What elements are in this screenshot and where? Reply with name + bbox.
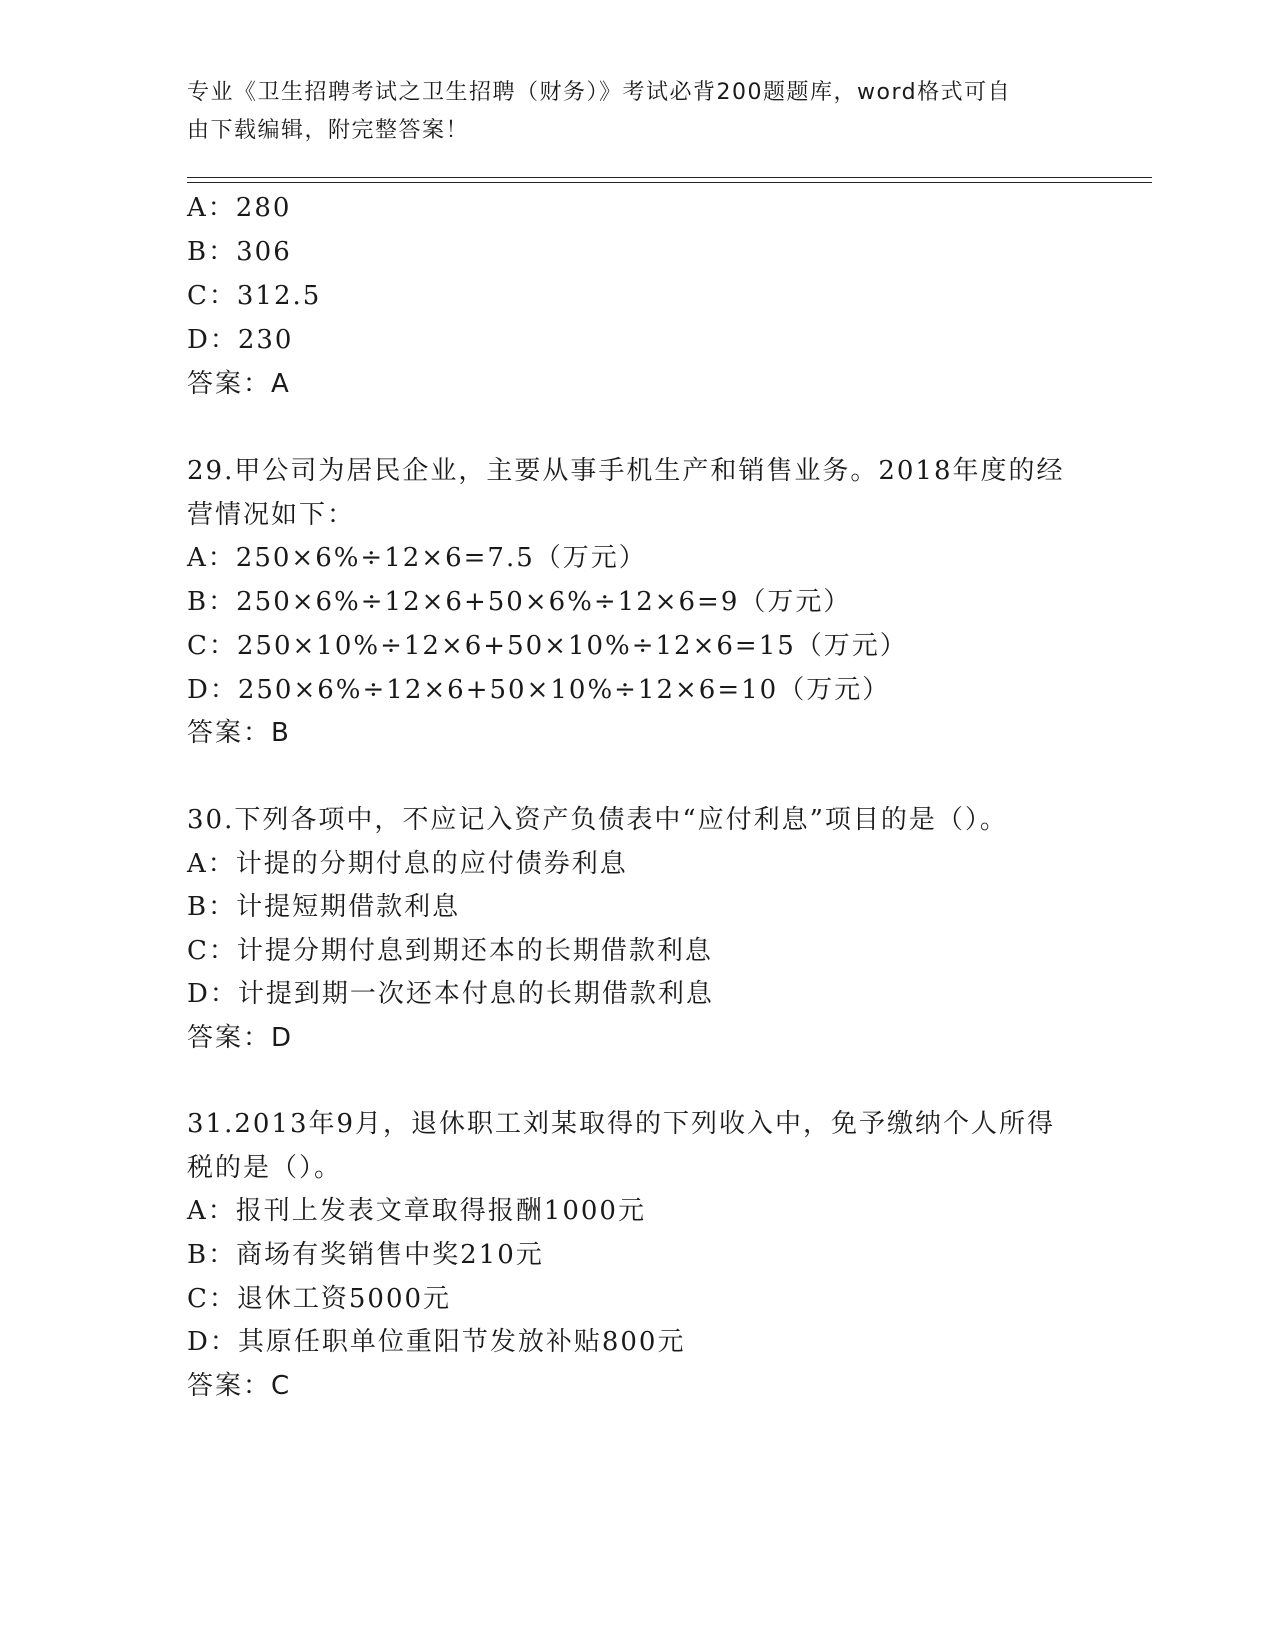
q30-answer: 答案：D [187, 1023, 294, 1053]
q31-option-d: D：其原任职单位重阳节发放补贴800元 [187, 1327, 686, 1357]
q28-option-c: C：312.5 [187, 281, 322, 311]
q29-option-d: D：250×6%÷12×6+50×10%÷12×6=10（万元） [187, 675, 891, 705]
q31-option-a: A：报刊上发表文章取得报酬1000元 [187, 1196, 646, 1226]
q29-option-c: C：250×10%÷12×6+50×10%÷12×6=15（万元） [187, 631, 908, 661]
q31-answer: 答案：C [187, 1371, 292, 1401]
q28-option-b: B：306 [187, 237, 292, 267]
q28-option-a: A：280 [187, 193, 292, 223]
header-line-1: 专业《卫生招聘考试之卫生招聘（财务）》考试必背200题题库，word格式可自 [187, 80, 1012, 105]
q29-answer: 答案：B [187, 718, 291, 748]
q30-option-d: D：计提到期一次还本付息的长期借款利息 [187, 979, 714, 1009]
header-line-2: 由下载编辑，附完整答案！ [187, 118, 470, 143]
q28-answer: 答案：A [187, 369, 291, 399]
q31-stem-line-2: 税的是（）。 [187, 1153, 343, 1183]
q29-option-b: B：250×6%÷12×6+50×6%÷12×6=9（万元） [187, 587, 852, 617]
header-divider-top [187, 177, 1152, 178]
q31-stem-line-1: 31.2013年9月，退休职工刘某取得的下列收入中，免予缴纳个人所得 [187, 1109, 1056, 1139]
q31-option-b: B：商场有奖销售中奖210元 [187, 1240, 544, 1270]
header-divider-bottom [187, 182, 1152, 183]
q29-stem-line-1: 29.甲公司为居民企业，主要从事手机生产和销售业务。2018年度的经 [187, 456, 1065, 486]
q30-option-c: C：计提分期付息到期还本的长期借款利息 [187, 936, 713, 966]
q30-option-b: B：计提短期借款利息 [187, 892, 461, 922]
q28-option-d: D：230 [187, 325, 294, 355]
document-header [187, 74, 1087, 150]
q30-option-a: A：计提的分期付息的应付债券利息 [187, 849, 628, 879]
q29-option-a: A：250×6%÷12×6=7.5（万元） [187, 543, 647, 573]
q31-option-c: C：退休工资5000元 [187, 1284, 452, 1314]
q29-stem-line-2: 营情况如下： [187, 500, 356, 530]
q30-stem-line-1: 30.下列各项中，不应记入资产负债表中“应付利息”项目的是（）。 [187, 805, 1008, 835]
